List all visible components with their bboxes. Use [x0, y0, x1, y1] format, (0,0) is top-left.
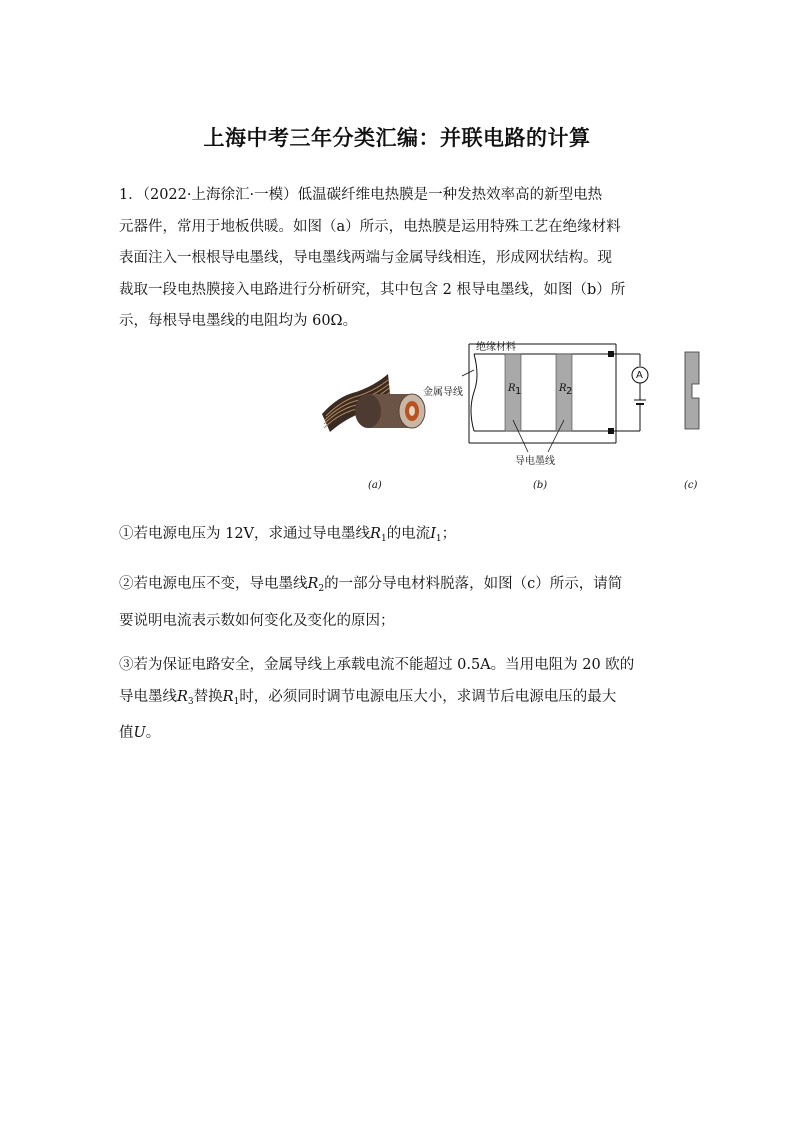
question-3-text-end: 值 — [119, 725, 134, 741]
question-2 — [119, 569, 679, 637]
var-r: R — [307, 576, 319, 592]
var-i: I — [430, 526, 436, 542]
var-r: R — [370, 526, 381, 542]
var-sub: 2 — [318, 584, 325, 594]
question-1-text-end: ； — [441, 526, 457, 542]
var-r: R — [222, 688, 234, 705]
var-sub: 3 — [187, 696, 194, 707]
label-r2: R — [559, 383, 567, 394]
var-r: R — [177, 688, 188, 705]
terminal-top — [608, 351, 614, 357]
figure-panel — [316, 336, 708, 496]
label-metal-wire: 金属导线 — [423, 387, 463, 398]
question-2-line-2: 要说明电流表示数如何变化及变化的原因； — [119, 612, 395, 629]
damaged-ink-line — [685, 352, 699, 429]
caption-c: (c) — [684, 480, 698, 491]
ammeter-label: A — [636, 370, 643, 381]
question-1-line — [119, 519, 679, 556]
question-3-text-rest: 时，必须同时调节电源电压大小，求调节后电源电压的最大 — [239, 688, 617, 705]
problem-line-5: 示，每根导电墨线的电阻均为 60Ω。 — [119, 313, 358, 329]
problem-line-3: 表面注入一根根导电墨线，导电墨线两端与金属导线相连，形成网状结构。现 — [119, 250, 612, 266]
question-3-text: 导电墨线 — [119, 688, 177, 705]
page-title: 上海中考三年分类汇编：并联电路的计算 — [203, 126, 591, 150]
var-u: U — [133, 725, 146, 741]
question-2-text-rest: 的一部分导电材料脱落，如图（c）所示，请简 — [324, 576, 623, 592]
question-2-text: ②若电源电压不变，导电墨线 — [119, 576, 308, 592]
var-sub: 1 — [380, 534, 387, 544]
var-sub: 1 — [435, 534, 442, 544]
question-3-line-3 — [119, 718, 679, 750]
circuit-b — [462, 344, 648, 452]
problem-source: （2022·上海徐汇·一模） — [142, 187, 298, 203]
question-1-text: ①若电源电压为 12V，求通过导电墨线 — [119, 526, 371, 542]
question-1 — [119, 519, 679, 556]
circuit-figure — [316, 336, 708, 496]
terminal-bottom — [608, 428, 614, 434]
caption-a: (a) — [368, 480, 382, 491]
label-r2-sub: 2 — [566, 386, 573, 397]
question-3-period: 。 — [145, 725, 161, 741]
label-r1: R — [508, 383, 516, 394]
problem-statement — [119, 180, 679, 338]
question-3 — [119, 650, 679, 750]
problem-line-4: 裁取一段电热膜接入电路进行分析研究，其中包含 2 根导电墨线，如图（b）所 — [119, 281, 626, 298]
problem-line-2: 元器件，常用于地板供暖。如图（a）所示，电热膜是运用特殊工艺在绝缘材料 — [119, 218, 621, 235]
var-sub: 1 — [233, 696, 240, 707]
question-3-line-1: ③若为保证电路安全，金属导线上承载电流不能超过 0.5A。当用电阻为 20 欧的 — [119, 657, 635, 673]
problem-text-1: 低温碳纤维电热膜是一种发热效率高的新型电热 — [297, 187, 603, 203]
question-3-line-2 — [119, 682, 679, 719]
question-3-text-mid: 替换 — [193, 688, 223, 705]
heating-film-photo — [322, 374, 425, 432]
question-2-line-1 — [119, 569, 679, 606]
caption-b: (b) — [533, 480, 548, 491]
problem-number: 1． — [119, 187, 143, 203]
label-insulation: 绝缘材料 — [476, 342, 516, 353]
question-1-text-mid: 的电流 — [386, 526, 431, 542]
label-ink-line: 导电墨线 — [515, 456, 555, 467]
label-r1-sub: 1 — [515, 386, 522, 397]
problem-line-1 — [119, 180, 679, 212]
